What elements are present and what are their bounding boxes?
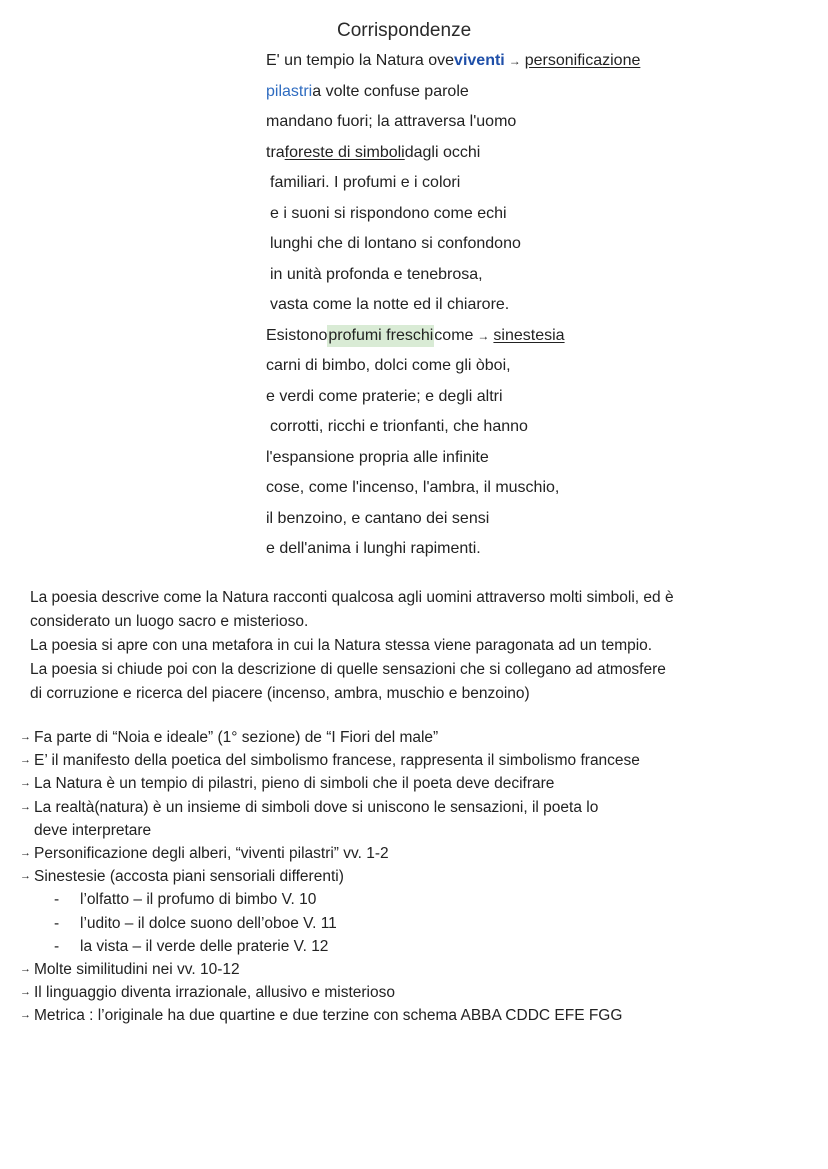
list-item-text: La Natura è un tempio di pilastri, pieno di simboli che il poeta deve decifrare xyxy=(34,775,555,793)
arrow-icon: → xyxy=(20,847,31,860)
list-item xyxy=(20,958,820,981)
list-item xyxy=(20,842,820,865)
underlined-foreste-di-simboli: foreste di simboli xyxy=(284,143,405,161)
poem-text: Esistono xyxy=(266,326,328,344)
keyword-viventi: viventi xyxy=(454,52,505,70)
list-item xyxy=(20,749,820,772)
list-item xyxy=(20,981,820,1004)
poem-line: mandano fuori; la attraversa l'uomo xyxy=(266,113,517,131)
arrow-icon: → xyxy=(508,54,521,69)
poem-line: cose, come l'incenso, l'ambra, il muschio, xyxy=(266,479,560,497)
keyword-pilastri: pilastri xyxy=(266,82,313,100)
poem-line: e dell'anima i lunghi rapimenti. xyxy=(266,540,481,558)
summary-line: considerato un luogo sacro e misterioso. xyxy=(30,613,309,630)
list-item-text: Personificazione degli alberi, “viventi pilastri” vv. 1-2 xyxy=(34,845,389,863)
arrow-icon: → xyxy=(20,963,31,976)
poem-text: tra xyxy=(266,143,285,161)
arrow-icon: → xyxy=(20,777,31,790)
arrow-icon: → xyxy=(477,328,490,343)
list-item-continuation: deve interpretare xyxy=(34,821,152,839)
sub-list-item xyxy=(20,935,820,958)
poem-text: a volte confuse parole xyxy=(312,82,469,100)
list-item-text: Fa parte di “Noia e ideale” (1° sezione) de “I Fiori del male” xyxy=(34,729,439,746)
arrow-icon: → xyxy=(20,1009,31,1022)
poem-text: E' un tempio la Natura ove xyxy=(266,52,455,70)
list-item xyxy=(20,772,820,795)
poem-line xyxy=(266,77,640,108)
poem-line: vasta come la notte ed il chiarore. xyxy=(270,296,510,314)
list-item xyxy=(20,865,820,888)
dash-icon: - xyxy=(54,891,60,909)
arrow-icon: → xyxy=(20,754,31,767)
poem xyxy=(266,46,640,565)
list-item-text: Il linguaggio diventa irrazionale, allusivo e misterioso xyxy=(34,984,395,1002)
bullet-list xyxy=(20,726,820,1028)
poem-line: corrotti, ricchi e trionfanti, che hanno xyxy=(270,418,528,436)
list-item-text: E’ il manifesto della poetica del simbolismo francese, rappresenta il simbolismo francese xyxy=(34,752,640,770)
list-item-text: La realtà(natura) è un insieme di simboli dove si uniscono le sensazioni, il poeta lo xyxy=(34,798,599,816)
list-item xyxy=(20,1004,820,1027)
sub-list-item-text: la vista – il verde delle praterie V. 12 xyxy=(80,937,329,955)
poem-line xyxy=(266,138,640,169)
poem-line xyxy=(266,46,640,77)
list-item-text: Sinestesie (accosta piani sensoriali differenti) xyxy=(34,868,344,886)
highlight-profumi-freschi: profumi freschi xyxy=(327,325,434,347)
poem-line xyxy=(266,321,640,352)
arrow-icon: → xyxy=(20,870,31,883)
annotation-sinestesia: sinestesia xyxy=(493,326,565,344)
poem-line: familiari. I profumi e i colori xyxy=(270,174,461,192)
poem-line: carni di bimbo, dolci come gli òboi, xyxy=(266,357,511,375)
poem-text: dagli occhi xyxy=(404,143,481,161)
poem-line: il benzoino, e cantano dei sensi xyxy=(266,509,490,527)
list-item-text: Metrica : l’originale ha due quartine e due terzine con schema ABBA CDDC EFE FGG xyxy=(34,1007,623,1025)
annotation-personificazione: personificazione xyxy=(524,52,641,70)
summary-line: La poesia si apre con una metafora in cui la Natura stessa viene paragonata ad un tempio. xyxy=(30,637,653,654)
arrow-icon: → xyxy=(20,731,31,743)
summary-line: di corruzione e ricerca del piacere (incenso, ambra, muschio e benzoino) xyxy=(30,685,530,702)
summary-line: La poesia descrive come la Natura racconti qualcosa agli uomini attraverso molti simboli, ed è xyxy=(30,589,674,606)
poem-line: in unità profonda e tenebrosa, xyxy=(270,265,483,283)
sub-list-item xyxy=(20,888,820,911)
list-item-text: Molte similitudini nei vv. 10-12 xyxy=(34,961,240,979)
sub-list-item-text: l’olfatto – il profumo di bimbo V. 10 xyxy=(80,891,317,909)
list-item xyxy=(20,726,820,749)
sub-list-item-text: l’udito – il dolce suono dell’oboe V. 11 xyxy=(80,914,337,932)
dash-icon: - xyxy=(54,937,60,955)
arrow-icon: → xyxy=(20,800,31,813)
summary-line: La poesia si chiude poi con la descrizione di quelle sensazioni che si collegano ad atmosfere xyxy=(30,661,666,678)
sub-list-item xyxy=(20,912,820,935)
list-item xyxy=(20,796,820,819)
poem-text: come xyxy=(434,326,474,344)
poem-line: e verdi come praterie; e degli altri xyxy=(266,387,503,405)
poem-line: lunghi che di lontano si confondono xyxy=(270,235,521,253)
poem-line: e i suoni si rispondono come echi xyxy=(270,204,507,222)
dash-icon: - xyxy=(54,914,60,932)
arrow-icon: → xyxy=(20,986,31,999)
page-title: Corrispondenze xyxy=(337,20,472,41)
poem-line: l'espansione propria alle infinite xyxy=(266,448,489,466)
summary xyxy=(30,586,820,706)
